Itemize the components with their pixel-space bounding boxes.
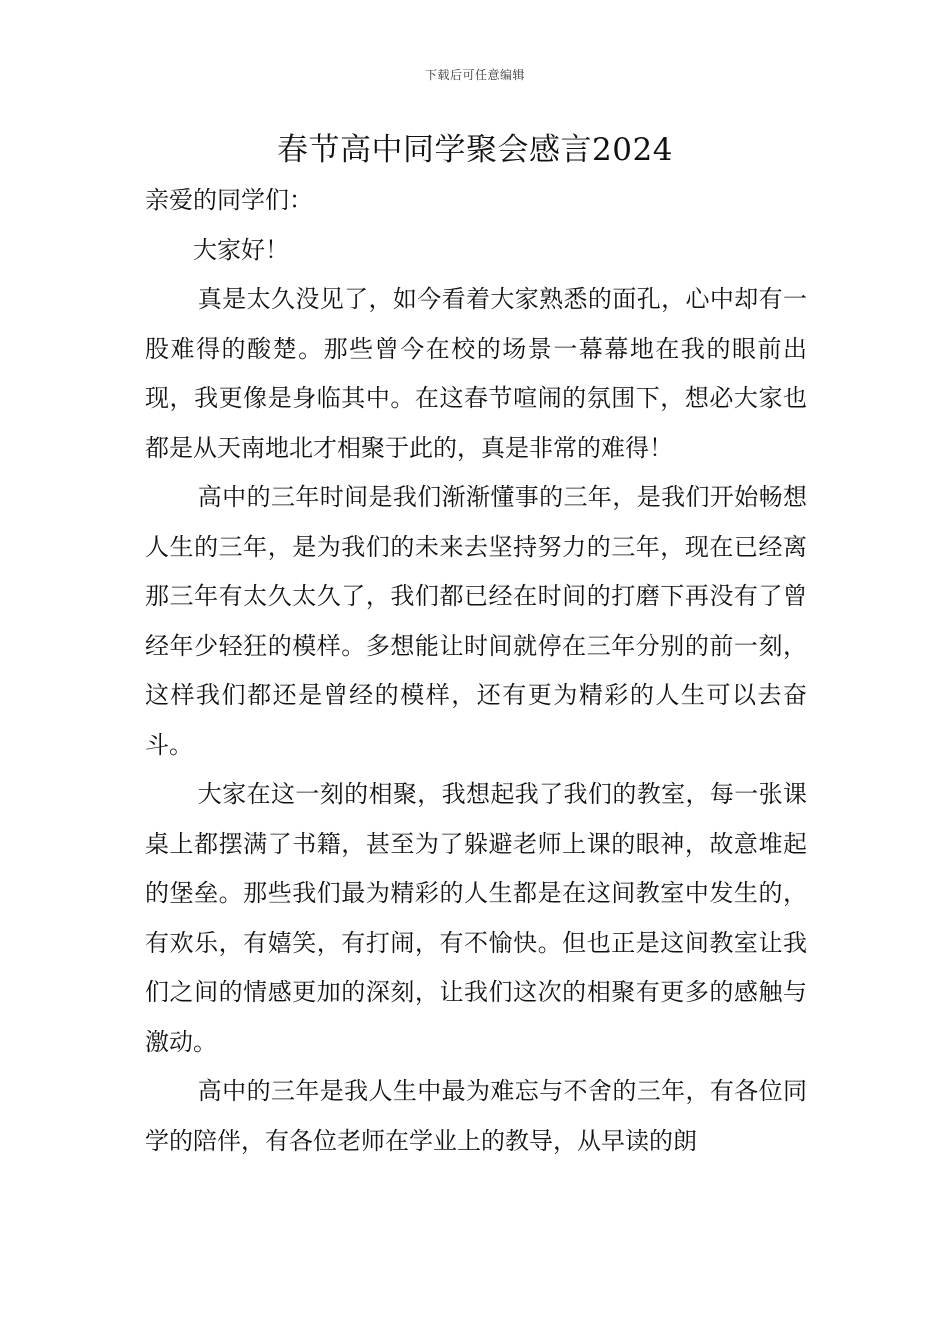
document-title: 春节高中同学聚会感言2024: [277, 132, 673, 168]
paragraph: 高中的三年是我人生中最为难忘与不舍的三年，有各位同学的陪伴，有各位老师在学业上的教导，从早读的朗: [145, 1077, 807, 1155]
document-body: [145, 176, 807, 1166]
paragraph: 真是太久没见了，如今看着大家熟悉的面孔，心中却有一股难得的酸楚。那些曾今在校的场景一幕幕地在我的眼前出现，我更像是身临其中。在这春节喧闹的氛围下，想必大家也都是从天南地北才相聚于此的，真是非常的难得！: [145, 285, 807, 462]
greeting: 大家好！: [193, 235, 289, 264]
paragraph: 高中的三年时间是我们渐渐懂事的三年，是我们开始畅想人生的三年，是为我们的未来去坚持努力的三年，现在已经离那三年有太久太久了，我们都已经在时间的打磨下再没有了曾经年少轻狂的模样。多想能让时间就停在三年分别的前一刻，这样我们都还是曾经的模样，还有更为精彩的人生可以去奋斗。: [145, 483, 807, 759]
paragraph: 大家在这一刻的相聚，我想起我了我们的教室，每一张课桌上都摆满了书籍，甚至为了躲避老师上课的眼神，故意堆起的堡垒。那些我们最为精彩的人生都是在这间教室中发生的，有欢乐，有嬉笑，有打闹，有不愉快。但也正是这间教室让我们之间的情感更加的深刻，让我们这次的相聚有更多的感触与激动。: [145, 780, 807, 1056]
salutation: 亲爱的同学们：: [145, 186, 313, 214]
header-note: 下载后可任意编辑: [424, 68, 525, 82]
